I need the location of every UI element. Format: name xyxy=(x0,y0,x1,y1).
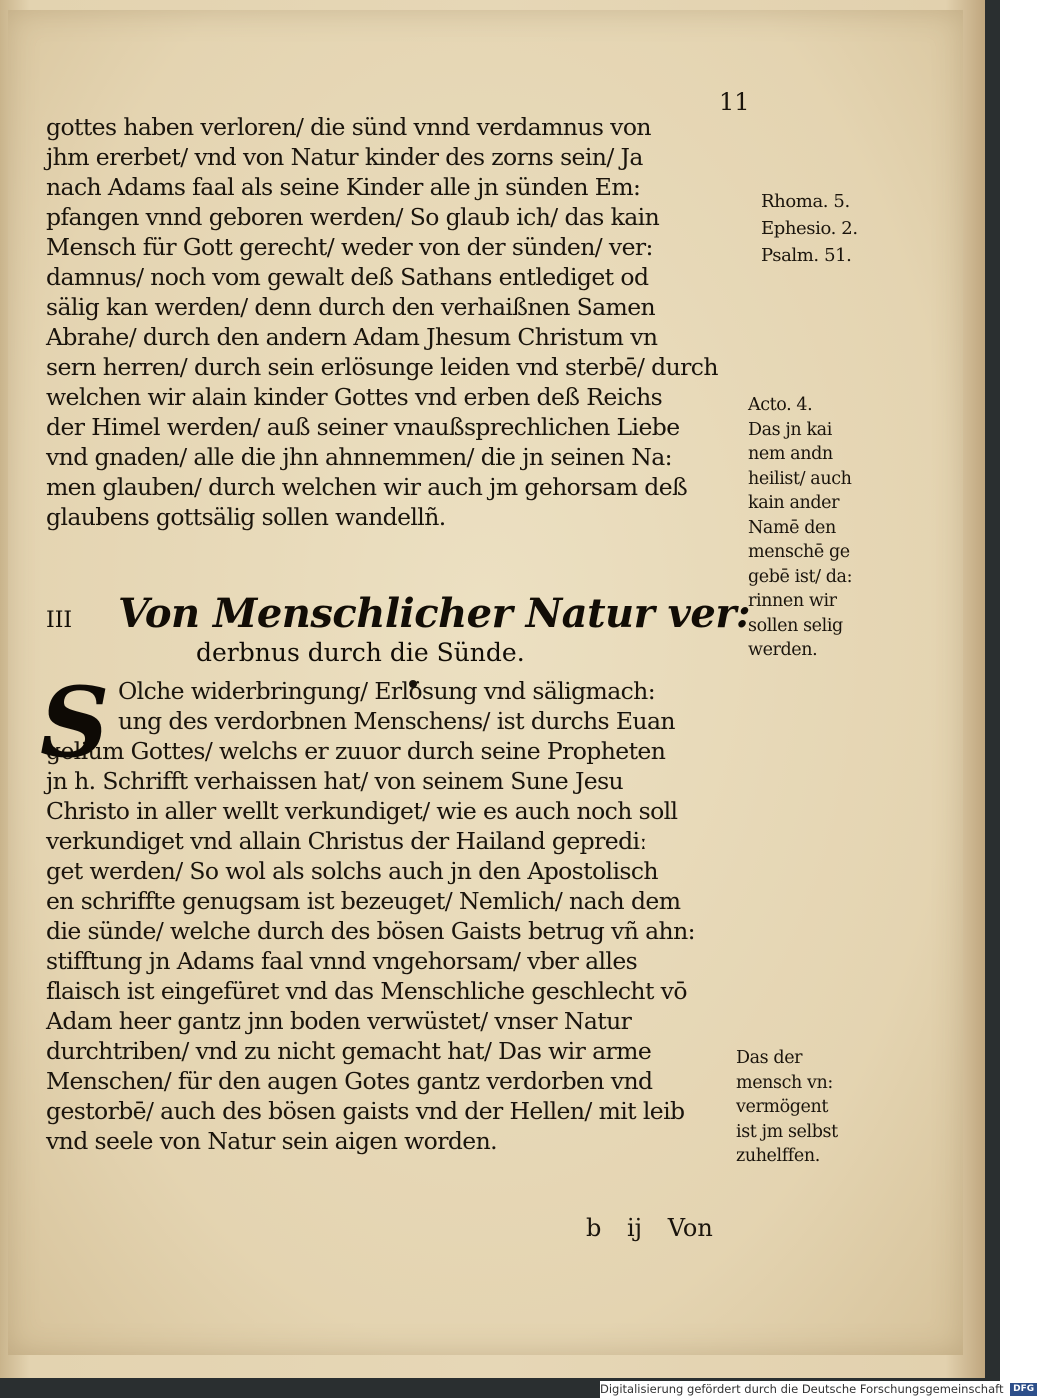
margin-note-line: Acto. 4. xyxy=(748,395,813,415)
text-line: men glauben/ durch welchen wir auch jm gehorsam deß xyxy=(46,473,688,501)
margin-note-line: ist jm selbst xyxy=(736,1121,838,1142)
text-line: stifftung jn Adams faal vnnd vngehorsam/ vber alles xyxy=(46,947,638,975)
margin-note-line: mensch vn: xyxy=(736,1072,833,1093)
margin-note-line: zuhelffen. xyxy=(736,1146,820,1166)
margin-note-line: Namē den xyxy=(748,517,836,538)
text-line: Olche widerbringung/ Erlösung vnd säligmach: xyxy=(118,677,656,705)
text-line: der Himel werden/ auß seiner vnaußsprechlichen Liebe xyxy=(46,413,680,441)
footer-text: Digitalisierung gefördert durch die Deutsche Forschungsgemeinschaft xyxy=(600,1382,1004,1396)
margin-note-acts xyxy=(748,393,852,663)
text-line: Adam heer gantz jnn boden verwüstet/ vnser Natur xyxy=(46,1007,632,1035)
margin-note-line: Das der xyxy=(736,1048,803,1068)
text-line: glaubens gottsälig sollen wandellñ. xyxy=(46,503,446,531)
text-line: Abrahe/ durch den andern Adam Jhesum Christum vn xyxy=(46,323,658,351)
section-number: III xyxy=(46,608,73,633)
margin-note-line: kain ander xyxy=(748,493,840,513)
text-line: vnd gnaden/ alle die jhn ahnnemmen/ die jn seinen Na: xyxy=(46,443,672,471)
dfg-logo-icon[interactable]: DFG xyxy=(1010,1383,1037,1396)
margin-note-line: werden. xyxy=(748,640,818,660)
text-line: ung des verdorbnen Menschens/ ist durchs Euan xyxy=(118,707,675,735)
margin-note-line: heilist/ auch xyxy=(748,468,852,489)
heading-line-1: Von Menschlicher Natur ver: xyxy=(118,590,751,637)
text-line: sälig kan werden/ denn durch den verhaißnen Samen xyxy=(46,293,656,321)
text-line: die sünde/ welche durch des bösen Gaists betrug vñ ahn: xyxy=(46,917,695,945)
text-line: Christo in aller wellt verkundiget/ wie es auch noch soll xyxy=(46,797,678,825)
text-line: vnd seele von Natur sein aigen worden. xyxy=(46,1127,497,1155)
text-line: damnus/ noch vom gewalt deß Sathans entlediget od xyxy=(46,263,649,291)
heading-line-2: derbnus durch die Sünde. xyxy=(196,638,525,667)
margin-note-references xyxy=(761,188,858,269)
margin-note-line: Ephesio. 2. xyxy=(761,218,858,239)
text-line: gottes haben verloren/ die sünd vnnd verdamnus von xyxy=(46,113,651,141)
margin-note-line: Rhoma. 5. xyxy=(761,191,850,212)
funding-footer xyxy=(600,1381,1035,1398)
section-heading xyxy=(46,590,751,670)
margin-note-line: menschē ge xyxy=(748,542,850,562)
paragraph-1 xyxy=(46,112,736,532)
margin-note-human-ability xyxy=(736,1046,838,1169)
text-line: jn h. Schrifft verhaissen hat/ von seinem Sune Jesu xyxy=(46,767,624,795)
text-line: pfangen vnnd geboren werden/ So glaub ich/ das kain xyxy=(46,203,660,231)
margin-note-line: Psalm. 51. xyxy=(761,245,852,266)
text-line: gestorbē/ auch des bösen gaists vnd der Hellen/ mit leib xyxy=(46,1097,685,1125)
text-line: jhm ererbet/ vnd von Natur kinder des zorns sein/ Ja xyxy=(46,143,643,171)
paragraph-2 xyxy=(40,666,736,1156)
text-line: durchtriben/ vnd zu nicht gemacht hat/ Das wir arme xyxy=(46,1037,652,1065)
folio-number: 11 xyxy=(719,88,750,116)
margin-note-line: gebē ist/ da: xyxy=(748,566,853,587)
margin-note-line: rinnen wir xyxy=(748,591,837,611)
text-line: verkundiget vnd allain Christus der Hailand geprediː xyxy=(46,827,647,855)
drop-capital: S xyxy=(40,666,110,779)
text-line: get werden/ So wol als solchs auch jn den Apostolisch xyxy=(46,857,658,885)
text-line: welchen wir alain kinder Gottes vnd erben deß Reichs xyxy=(46,383,663,411)
text-line: Menschen/ für den augen Gotes gantz verdorben vnd xyxy=(46,1067,653,1095)
margin-note-line: vermögent xyxy=(736,1097,829,1117)
margin-note-line: Das jn kai xyxy=(748,419,832,440)
text-line: Mensch für Gott gerecht/ weder von der sünden/ ver: xyxy=(46,233,653,261)
text-line: en schriffte genugsam ist bezeuget/ Nemlich/ nach dem xyxy=(46,887,681,915)
text-line: gelium Gottes/ welchs er zuuor durch seine Propheten xyxy=(46,737,666,765)
margin-note-line: nem andn xyxy=(748,444,833,464)
text-line: flaisch ist eingefüret vnd das Menschliche geschlecht vō xyxy=(46,977,687,1005)
catchword: b ij Von xyxy=(586,1214,713,1242)
text-line: nach Adams faal als seine Kinder alle jn sünden Em: xyxy=(46,173,641,201)
margin-note-line: sollen selig xyxy=(748,615,843,636)
text-line: sern herren/ durch sein erlösunge leiden vnd sterbē/ durch xyxy=(46,353,718,381)
